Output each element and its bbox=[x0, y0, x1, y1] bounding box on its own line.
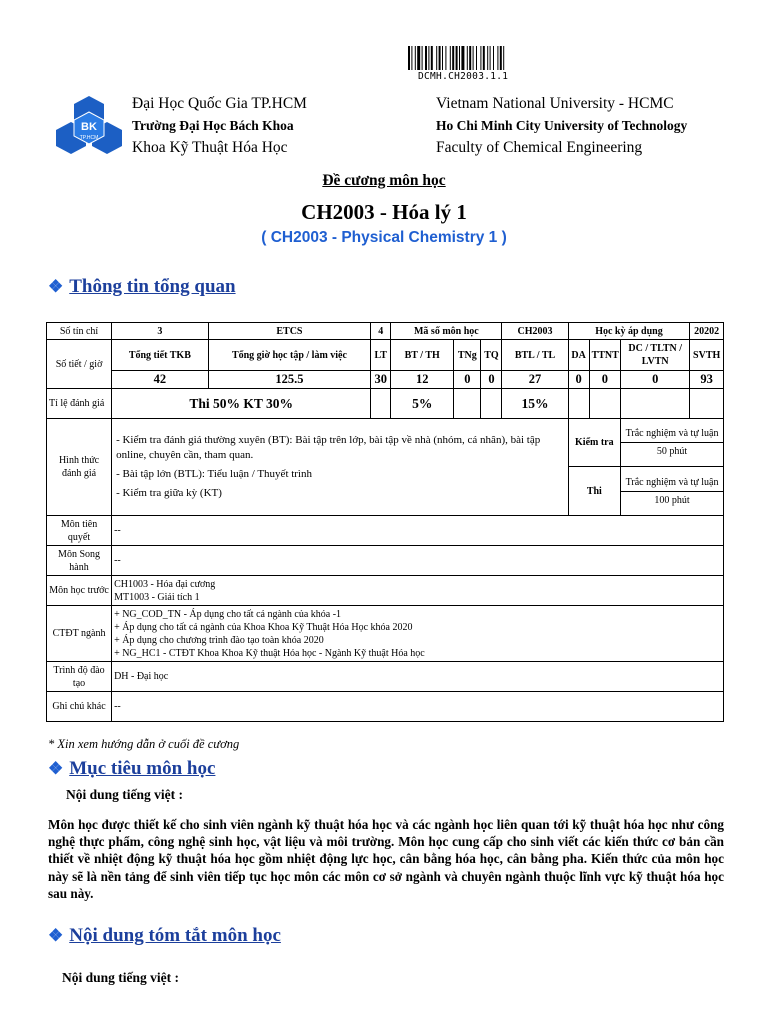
assessment-label: Hình thức đánh giá bbox=[47, 419, 112, 516]
logo-text-top: BK bbox=[81, 121, 97, 133]
barcode bbox=[408, 46, 538, 70]
table-row bbox=[47, 419, 724, 467]
value-cell: 0 bbox=[621, 371, 690, 389]
header-cell: SVTH bbox=[690, 340, 724, 371]
coreq-value: -- bbox=[112, 546, 724, 576]
ratio-bt: 5% bbox=[391, 389, 454, 419]
header-cell: TNg bbox=[454, 340, 481, 371]
header-cell: LT bbox=[371, 340, 391, 371]
header-cell: BT / TH bbox=[391, 340, 454, 371]
level-label: Trình độ đào tạo bbox=[47, 662, 112, 692]
midterm-format: Trắc nghiệm và tự luận 50 phút bbox=[621, 419, 724, 467]
value-cell: 27 bbox=[502, 371, 568, 389]
document-title: CH2003 - Hóa lý 1 bbox=[301, 200, 467, 224]
barcode-text: DCMH.CH2003.1.1 bbox=[418, 71, 509, 82]
section-heading-summary: ❖ Nội dung tóm tắt môn học bbox=[48, 925, 281, 946]
ratio-label: Tỉ lệ đánh giá bbox=[47, 389, 112, 419]
semester-label: Học kỳ áp dụng bbox=[568, 323, 690, 340]
assessment-line: - Kiểm tra giữa kỳ (KT) bbox=[116, 487, 222, 499]
en-university: Vietnam National University - HCMC bbox=[436, 95, 674, 112]
prereq-label: Môn tiên quyết bbox=[47, 516, 112, 546]
diamond-bullet-icon: ❖ bbox=[48, 926, 64, 945]
hours-label: Số tiết / giờ bbox=[47, 340, 112, 389]
table-row bbox=[47, 371, 724, 389]
assessment-line: - Bài tập lớn (BTL): Tiểu luận / Thuyết trình bbox=[116, 468, 313, 480]
previous-course-value: CH1003 - Hóa đại cương MT1003 - Giải tích 1 bbox=[112, 576, 724, 606]
header-cell: DA bbox=[568, 340, 589, 371]
diamond-bullet-icon: ❖ bbox=[48, 277, 64, 296]
header-english bbox=[436, 93, 736, 159]
table-row bbox=[47, 323, 724, 340]
program-value: + NG_COD_TN - Áp dụng cho tất cả ngành của khóa -1 + Áp dụng cho tất cả ngành của Khoa Khoa Kỹ Thuật Hóa Học khóa 2020 + Áp dụng cho chương trình đào tạo toàn khóa 2020 + NG_HC1 - CTĐT Khoa Khoa Kỹ thuật Hóa học - Ngành Kỹ thuật Hóa học bbox=[112, 606, 724, 662]
header-cell: DC / TLTN / LVTN bbox=[621, 340, 690, 371]
table-row bbox=[47, 606, 724, 662]
section-heading-overview: ❖ Thông tin tổng quan bbox=[48, 276, 236, 297]
credits-value: 3 bbox=[112, 323, 209, 340]
midterm-label: Kiểm tra bbox=[568, 419, 620, 467]
vn-university: Đại Học Quốc Gia TP.HCM bbox=[132, 95, 307, 112]
etcs-value: 4 bbox=[371, 323, 391, 340]
table-row bbox=[47, 692, 724, 722]
ratio-exam: Thi 50% KT 30% bbox=[112, 389, 371, 419]
document-title-english: ( CH2003 - Physical Chemistry 1 ) bbox=[261, 229, 507, 246]
value-cell: 125.5 bbox=[208, 371, 371, 389]
table-row bbox=[47, 389, 724, 419]
course-info-table bbox=[46, 322, 724, 722]
etcs-label: ETCS bbox=[208, 323, 371, 340]
value-cell: 0 bbox=[568, 371, 589, 389]
header-cell: TTNT bbox=[589, 340, 620, 371]
value-cell: 12 bbox=[391, 371, 454, 389]
notes-value: -- bbox=[112, 692, 724, 722]
value-cell: 0 bbox=[454, 371, 481, 389]
value-cell: 0 bbox=[589, 371, 620, 389]
final-exam-format: Trắc nghiệm và tự luận 100 phút bbox=[621, 467, 724, 516]
summary-subheading: Nội dung tiếng việt : bbox=[62, 970, 180, 985]
semester-value: 20202 bbox=[690, 323, 724, 340]
table-row bbox=[47, 546, 724, 576]
assessment-description bbox=[112, 419, 569, 516]
table-row bbox=[47, 576, 724, 606]
assessment-line: - Kiểm tra đánh giá thường xuyên (BT): Bài tập trên lớp, bài tập về nhà (nhóm, cá nhân), bài tập online, chuyên cần, tham quan. bbox=[116, 434, 541, 461]
header-cell: Tổng giờ học tập / làm việc bbox=[208, 340, 371, 371]
previous-course-label: Môn học trước bbox=[47, 576, 112, 606]
coreq-label: Môn Song hành bbox=[47, 546, 112, 576]
objectives-subheading: Nội dung tiếng việt : bbox=[66, 787, 184, 802]
en-school: Ho Chi Minh City University of Technology bbox=[436, 118, 688, 133]
footnote: * Xin xem hướng dẫn ở cuối đề cương bbox=[48, 737, 240, 751]
vn-faculty: Khoa Kỹ Thuật Hóa Học bbox=[132, 139, 288, 156]
level-value: DH - Đại học bbox=[112, 662, 724, 692]
value-cell: 42 bbox=[112, 371, 209, 389]
final-exam-label: Thi bbox=[568, 467, 620, 516]
table-row bbox=[47, 340, 724, 371]
notes-label: Ghi chú khác bbox=[47, 692, 112, 722]
header-cell: TQ bbox=[481, 340, 502, 371]
objectives-paragraph: Môn học được thiết kế cho sinh viên ngành kỹ thuật hóa học và các ngành học liên quan tới kỹ thuật hóa học như công nghệ thực phẩm, công nghệ sinh học, vật liệu và môi trường. Môn học cung cấp cho sinh viết các kiến thức cơ bản cần thiết về nhiệt động kỹ thuật hóa học gồm nhiệt động lực học, cân bằng hóa học, cân bằng pha. Kiến thức của môn học này sẽ là nền tảng để sinh viên tiếp tục học môn các môn cơ sở ngành và chuyên ngành thuộc lĩnh vực kỹ thuật hóa học sau này. bbox=[48, 817, 724, 901]
value-cell: 93 bbox=[690, 371, 724, 389]
program-label: CTĐT ngành bbox=[47, 606, 112, 662]
header-cell: BTL / TL bbox=[502, 340, 568, 371]
en-faculty: Faculty of Chemical Engineering bbox=[436, 139, 643, 156]
header-vietnamese bbox=[132, 93, 342, 159]
header-cell: Tổng tiết TKB bbox=[112, 340, 209, 371]
table-row bbox=[47, 662, 724, 692]
code-label: Mã số môn học bbox=[391, 323, 502, 340]
section-heading-objectives: ❖ Mục tiêu môn học bbox=[48, 758, 216, 779]
code-value: CH2003 bbox=[502, 323, 568, 340]
bk-logo bbox=[54, 94, 124, 160]
table-row bbox=[47, 516, 724, 546]
diamond-bullet-icon: ❖ bbox=[48, 759, 64, 778]
vn-school: Trường Đại Học Bách Khoa bbox=[132, 118, 294, 133]
value-cell: 30 bbox=[371, 371, 391, 389]
prereq-value: -- bbox=[112, 516, 724, 546]
credits-label: Số tín chỉ bbox=[47, 323, 112, 340]
logo-text-bottom: TP.HCM bbox=[79, 135, 99, 141]
ratio-btl: 15% bbox=[502, 389, 568, 419]
document-subtitle: Đề cương môn học bbox=[322, 172, 446, 189]
value-cell: 0 bbox=[481, 371, 502, 389]
